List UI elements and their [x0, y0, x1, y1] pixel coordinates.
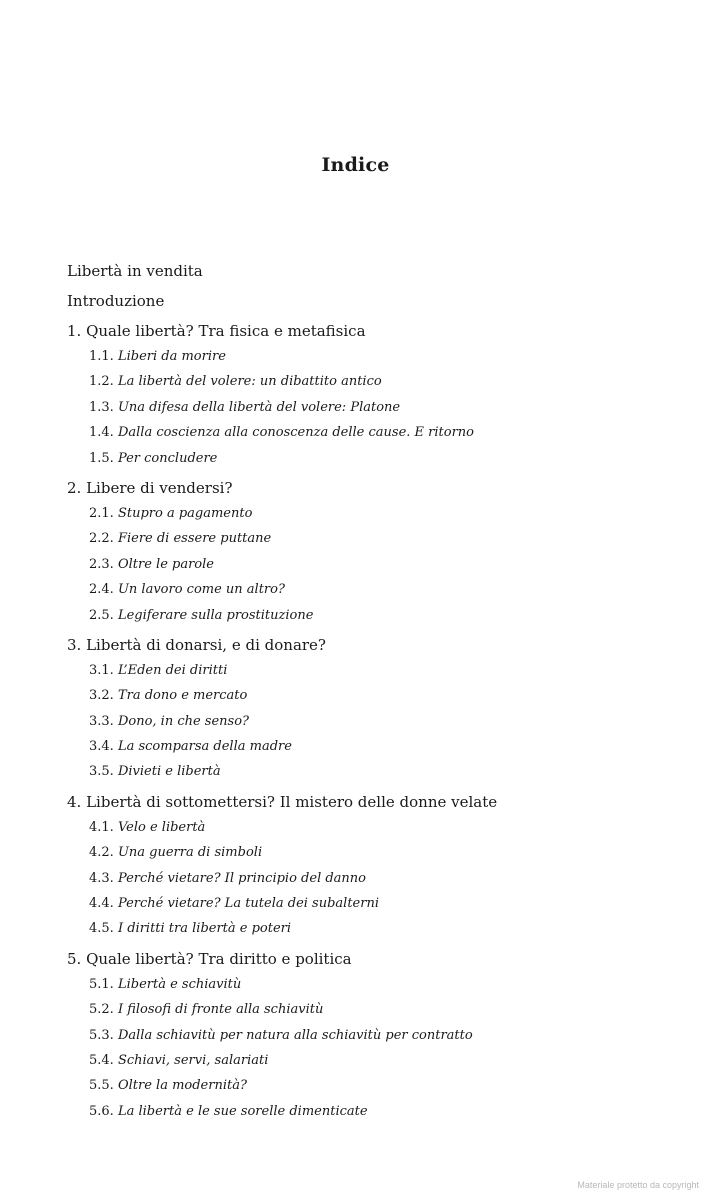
chapter-5: [67, 946, 667, 1126]
chapter-title[interactable]: 3. Libertà di donarsi, e di donare?: [67, 635, 326, 654]
section-entry[interactable]: [67, 554, 667, 579]
section-title: Oltre la modernità?: [117, 1078, 247, 1094]
section-entry[interactable]: [67, 999, 667, 1024]
section-entry[interactable]: [67, 974, 667, 999]
section-title: I filosofi di fronte alla schiavitù: [117, 1002, 324, 1018]
section-number: 4.4.: [89, 896, 114, 912]
section-entry[interactable]: [67, 1075, 667, 1100]
section-entry[interactable]: [67, 685, 667, 710]
chapter-title[interactable]: 4. Libertà di sottomettersi? Il mistero delle donne velate: [67, 792, 498, 811]
toc-entry-front-1[interactable]: Libertà in vendita: [67, 262, 203, 280]
section-number: 5.6.: [89, 1103, 114, 1119]
section-entry[interactable]: [67, 761, 667, 786]
section-entry[interactable]: [67, 371, 667, 396]
section-title: Dono, in che senso?: [117, 713, 250, 729]
section-entry[interactable]: [67, 1050, 667, 1075]
section-number: 4.2.: [89, 845, 114, 861]
section-entry[interactable]: [67, 868, 667, 893]
chapter-2: [67, 475, 667, 630]
section-entry[interactable]: [67, 397, 667, 422]
section-entry[interactable]: [67, 918, 667, 943]
section-number: 3.4.: [89, 739, 114, 755]
section-entry[interactable]: [67, 1101, 667, 1126]
chapter-title[interactable]: 5. Quale libertà? Tra diritto e politica: [67, 949, 352, 968]
section-title: Libertà e schiavitù: [117, 976, 242, 992]
section-title: La libertà e le sue sorelle dimenticate: [117, 1103, 368, 1119]
page-title: Indice: [321, 154, 390, 176]
section-title: Una difesa della libertà del volere: Platone: [117, 399, 401, 415]
section-number: 2.5.: [89, 607, 114, 623]
chapter-1: [67, 318, 667, 473]
section-number: 1.5.: [89, 450, 114, 466]
section-title: Fiere di essere puttane: [117, 531, 272, 547]
copyright-watermark: Materiale protetto da copyright: [577, 1180, 699, 1190]
section-number: 3.3.: [89, 713, 114, 729]
section-number: 5.5.: [89, 1078, 114, 1094]
section-entry[interactable]: [67, 842, 667, 867]
section-entry[interactable]: [67, 528, 667, 553]
section-number: 1.2.: [89, 374, 114, 390]
section-entry[interactable]: [67, 448, 667, 473]
section-title: Divieti e libertà: [117, 764, 221, 780]
section-number: 3.2.: [89, 688, 114, 704]
section-number: 2.4.: [89, 582, 114, 598]
table-of-contents: [67, 258, 667, 1126]
section-title: Per concludere: [117, 450, 218, 466]
chapter-title[interactable]: 2. Libere di vendersi?: [67, 478, 233, 497]
chapter-3: [67, 632, 667, 787]
section-number: 4.5.: [89, 921, 114, 937]
section-entry[interactable]: [67, 711, 667, 736]
section-number: 3.1.: [89, 662, 114, 678]
section-number: 3.5.: [89, 764, 114, 780]
section-number: 4.3.: [89, 870, 114, 886]
section-title: Una guerra di simboli: [117, 845, 263, 861]
section-number: 1.1.: [89, 349, 114, 364]
section-number: 4.1.: [89, 819, 114, 835]
section-entry[interactable]: [67, 817, 667, 842]
section-title: Perché vietare? Il principio del danno: [117, 870, 367, 886]
section-title: Perché vietare? La tutela dei subalterni: [117, 896, 379, 912]
section-title: Tra dono e mercato: [117, 688, 248, 704]
section-entry[interactable]: [67, 346, 667, 371]
section-entry[interactable]: [67, 893, 667, 918]
section-number: 5.4.: [89, 1052, 114, 1068]
section-title: L’Eden dei diritti: [117, 662, 228, 678]
section-title: Dalla schiavitù per natura alla schiavitù per contratto: [117, 1027, 473, 1043]
section-title: Velo e libertà: [117, 819, 206, 835]
toc-entry-front-2[interactable]: Introduzione: [67, 292, 165, 310]
section-number: 2.1.: [89, 505, 114, 521]
section-entry[interactable]: [67, 503, 667, 528]
section-title: La libertà del volere: un dibattito antico: [117, 374, 382, 390]
section-number: 1.4.: [89, 425, 114, 441]
section-title: Un lavoro come un altro?: [117, 582, 285, 598]
section-entry[interactable]: [67, 1025, 667, 1050]
section-title: La scomparsa della madre: [117, 739, 292, 755]
section-entry[interactable]: [67, 422, 667, 447]
section-title: Legiferare sulla prostituzione: [117, 607, 314, 623]
section-entry[interactable]: [67, 736, 667, 761]
section-title: Stupro a pagamento: [117, 505, 253, 521]
chapter-4: [67, 789, 667, 944]
section-number: 5.2.: [89, 1002, 114, 1018]
section-number: 5.1.: [89, 976, 114, 992]
section-title: Dalla coscienza alla conoscenza delle cause. E ritorno: [117, 425, 474, 441]
section-number: 2.2.: [89, 531, 114, 547]
section-entry[interactable]: [67, 660, 667, 685]
chapter-title[interactable]: 1. Quale libertà? Tra fisica e metafisica: [67, 322, 366, 340]
section-number: 5.3.: [89, 1027, 114, 1043]
section-entry[interactable]: [67, 579, 667, 604]
section-title: I diritti tra libertà e poteri: [117, 921, 292, 937]
section-number: 2.3.: [89, 556, 114, 572]
section-title: Liberi da morire: [117, 349, 226, 364]
section-number: 1.3.: [89, 399, 114, 415]
section-entry[interactable]: [67, 605, 667, 630]
section-title: Oltre le parole: [117, 556, 214, 572]
section-title: Schiavi, servi, salariati: [117, 1052, 269, 1068]
